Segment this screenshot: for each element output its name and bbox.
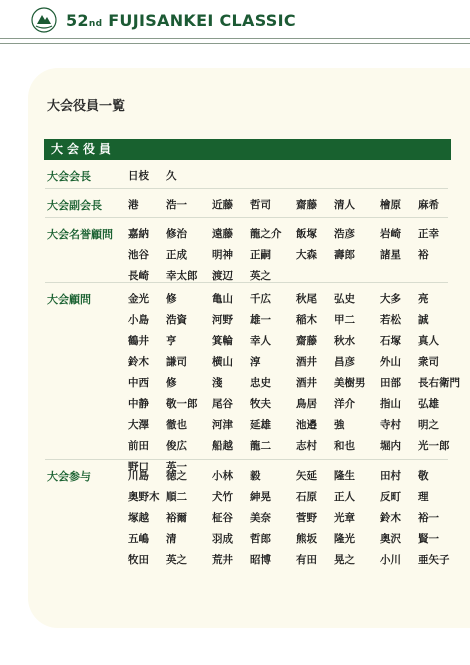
person-name — [296, 247, 380, 262]
given-name: 久 — [166, 170, 177, 182]
given-name: 裕爾 — [166, 512, 187, 524]
person-name — [212, 468, 296, 483]
family-name: 近藤 — [212, 199, 233, 211]
family-name: 塚越 — [128, 512, 149, 524]
family-name: 金光 — [128, 293, 149, 305]
person-name — [212, 312, 296, 327]
person-name — [128, 438, 212, 453]
family-name: 中静 — [128, 398, 149, 410]
given-name: 晃之 — [334, 554, 355, 566]
family-name: 小林 — [212, 470, 233, 482]
given-name: 徹也 — [166, 419, 187, 431]
given-name: 強 — [334, 419, 345, 431]
family-name: 中西 — [128, 377, 149, 389]
given-name: 龍之介 — [250, 228, 282, 240]
family-name: 堀内 — [380, 440, 401, 452]
name-list — [128, 197, 464, 218]
person-name — [296, 312, 380, 327]
name-row — [128, 510, 464, 531]
person-name — [212, 333, 296, 348]
family-name: 大澤 — [128, 419, 149, 431]
family-name: 池谷 — [128, 249, 149, 261]
given-name: 和也 — [334, 440, 355, 452]
given-name: 亨 — [166, 335, 177, 347]
given-name: 敬 — [418, 470, 429, 482]
family-name: 淺 — [212, 377, 223, 389]
given-name: 敬一郎 — [166, 398, 198, 410]
family-name: 齋藤 — [296, 199, 317, 211]
family-name: 箕輪 — [212, 335, 233, 347]
person-name — [380, 312, 464, 327]
name-row — [128, 247, 464, 268]
person-name — [380, 489, 464, 504]
person-name — [128, 168, 212, 183]
given-name: 賢一 — [418, 533, 439, 545]
family-name: 有田 — [296, 554, 317, 566]
divider — [45, 459, 448, 460]
given-name: 裕 — [418, 249, 429, 261]
given-name: 美奈 — [250, 512, 271, 524]
given-name: 修治 — [166, 228, 187, 240]
family-name: 小島 — [128, 314, 149, 326]
family-name: 奥沢 — [380, 533, 401, 545]
person-name — [128, 333, 212, 348]
given-name: 哲司 — [250, 199, 271, 211]
family-name: 小川 — [380, 554, 401, 566]
name-row — [128, 168, 212, 189]
person-name — [380, 552, 464, 567]
person-name — [380, 531, 464, 546]
family-name: 鈴木 — [128, 356, 149, 368]
family-name: 尾谷 — [212, 398, 233, 410]
family-name: 河津 — [212, 419, 233, 431]
person-name — [380, 197, 464, 212]
given-name: 哲郎 — [250, 533, 271, 545]
person-name — [296, 417, 380, 432]
name-row — [128, 354, 464, 375]
person-name — [296, 510, 380, 525]
person-name — [128, 417, 212, 432]
person-name — [212, 438, 296, 453]
person-name — [296, 468, 380, 483]
name-row — [128, 552, 464, 573]
person-name — [128, 247, 212, 262]
person-name — [296, 531, 380, 546]
name-row — [128, 268, 464, 289]
divider — [45, 217, 448, 218]
given-name: 順二 — [166, 491, 187, 503]
header-rule — [0, 38, 470, 48]
family-name: 酒井 — [296, 377, 317, 389]
family-name: 石原 — [296, 491, 317, 503]
given-name: 牧夫 — [250, 398, 271, 410]
person-name — [296, 226, 380, 241]
family-name: 大森 — [296, 249, 317, 261]
section-label: 大会参与 — [47, 470, 91, 483]
person-name — [212, 552, 296, 567]
given-name: 昌彦 — [334, 356, 355, 368]
person-name — [212, 417, 296, 432]
family-name: 飯塚 — [296, 228, 317, 240]
given-name: 誠 — [418, 314, 429, 326]
given-name: 英之 — [166, 554, 187, 566]
person-name — [128, 489, 212, 504]
family-name: 鶴井 — [128, 335, 149, 347]
family-name: 志村 — [296, 440, 317, 452]
family-name: 池邉 — [296, 419, 317, 431]
given-name: 光章 — [334, 512, 355, 524]
family-name: 外山 — [380, 356, 401, 368]
divider — [45, 282, 448, 283]
page-title: 大会役員一覧 — [47, 99, 126, 114]
family-name: 矢延 — [296, 470, 317, 482]
given-name: 隆生 — [334, 470, 355, 482]
golf-tournament-emblem-icon — [30, 6, 58, 34]
family-name: 諸星 — [380, 249, 401, 261]
person-name — [128, 291, 212, 306]
person-name — [380, 438, 464, 453]
divider — [45, 188, 448, 189]
person-name — [128, 268, 212, 283]
person-name — [212, 291, 296, 306]
given-name: 英之 — [250, 270, 271, 282]
given-name: 淳 — [250, 356, 261, 368]
given-name: 明之 — [418, 419, 439, 431]
person-name — [380, 291, 464, 306]
person-name — [128, 531, 212, 546]
person-name — [212, 396, 296, 411]
person-name — [212, 197, 296, 212]
person-name — [296, 354, 380, 369]
name-row — [128, 333, 464, 354]
name-list — [128, 468, 464, 573]
given-name: 昭博 — [250, 554, 271, 566]
given-name: 弘史 — [334, 293, 355, 305]
given-name: 延雄 — [250, 419, 271, 431]
family-name: 鳥居 — [296, 398, 317, 410]
family-name: 菅野 — [296, 512, 317, 524]
given-name: 修 — [166, 293, 177, 305]
name-row — [128, 468, 464, 489]
person-name — [128, 375, 212, 390]
family-name: 横山 — [212, 356, 233, 368]
person-name — [380, 468, 464, 483]
given-name: 幸太郎 — [166, 270, 198, 282]
given-name: 正幸 — [418, 228, 439, 240]
family-name: 柾谷 — [212, 512, 233, 524]
given-name: 雄一 — [250, 314, 271, 326]
person-name — [212, 489, 296, 504]
given-name: 長右衛門 — [418, 377, 460, 389]
family-name: 酒井 — [296, 356, 317, 368]
given-name: 衆司 — [418, 356, 439, 368]
brand-title: 52nd FUJISANKEI CLASSIC — [66, 11, 296, 30]
family-name: 荒井 — [212, 554, 233, 566]
name-row — [128, 226, 464, 247]
person-name — [128, 552, 212, 567]
section-label: 大会名誉顧問 — [47, 228, 113, 241]
family-name: 嘉納 — [128, 228, 149, 240]
given-name: 壽郎 — [334, 249, 355, 261]
given-name: 麻希 — [418, 199, 439, 211]
name-row — [128, 375, 464, 396]
given-name: 正人 — [334, 491, 355, 503]
given-name: 紳晃 — [250, 491, 271, 503]
family-name: 稲木 — [296, 314, 317, 326]
given-name: 甲二 — [334, 314, 355, 326]
name-list — [128, 168, 212, 189]
given-name: 正嗣 — [250, 249, 271, 261]
person-name — [296, 375, 380, 390]
family-name: 港 — [128, 199, 139, 211]
given-name: 毅 — [250, 470, 261, 482]
name-row — [128, 489, 464, 510]
given-name: 英一 — [166, 461, 187, 473]
name-row — [128, 417, 464, 438]
top-header — [0, 0, 470, 46]
family-name: 前田 — [128, 440, 149, 452]
name-row — [128, 197, 464, 218]
person-name — [296, 552, 380, 567]
person-name — [296, 489, 380, 504]
name-row — [128, 396, 464, 417]
family-name: 河野 — [212, 314, 233, 326]
person-name — [128, 510, 212, 525]
person-name — [296, 396, 380, 411]
given-name: 浩資 — [166, 314, 187, 326]
person-name — [212, 247, 296, 262]
name-row — [128, 312, 464, 333]
given-name: 弘雄 — [418, 398, 439, 410]
person-name — [212, 510, 296, 525]
given-name: 隆光 — [334, 533, 355, 545]
section-label: 大会顧問 — [47, 293, 91, 306]
given-name: 正成 — [166, 249, 187, 261]
family-name: 岩崎 — [380, 228, 401, 240]
person-name — [380, 354, 464, 369]
family-name: 亀山 — [212, 293, 233, 305]
given-name: 光一郎 — [418, 440, 450, 452]
given-name: 清人 — [334, 199, 355, 211]
person-name — [212, 268, 296, 283]
family-name: 牧田 — [128, 554, 149, 566]
person-name — [380, 226, 464, 241]
given-name: 龍二 — [250, 440, 271, 452]
person-name — [380, 247, 464, 262]
family-name: 齋藤 — [296, 335, 317, 347]
given-name: 浩一 — [166, 199, 187, 211]
name-list — [128, 226, 464, 289]
family-name: 熊坂 — [296, 533, 317, 545]
family-name: 鈴木 — [380, 512, 401, 524]
person-name — [128, 354, 212, 369]
person-name — [212, 531, 296, 546]
family-name: 奥野木 — [128, 491, 160, 503]
family-name: 羽成 — [212, 533, 233, 545]
given-name: 清 — [166, 533, 177, 545]
family-name: 遠藤 — [212, 228, 233, 240]
person-name — [128, 226, 212, 241]
family-name: 川島 — [128, 470, 149, 482]
given-name: 修 — [166, 377, 177, 389]
family-name: 檜原 — [380, 199, 401, 211]
given-name: 秋水 — [334, 335, 355, 347]
family-name: 大多 — [380, 293, 401, 305]
family-name: 犬竹 — [212, 491, 233, 503]
family-name: 明神 — [212, 249, 233, 261]
family-name: 五嶋 — [128, 533, 149, 545]
family-name: 指山 — [380, 398, 401, 410]
given-name: 理 — [418, 491, 429, 503]
given-name: 洋介 — [334, 398, 355, 410]
family-name: 渡辺 — [212, 270, 233, 282]
family-name: 秋尾 — [296, 293, 317, 305]
person-name — [212, 226, 296, 241]
given-name: 裕一 — [418, 512, 439, 524]
given-name: 俊広 — [166, 440, 187, 452]
section-label: 大会会長 — [47, 170, 91, 183]
person-name — [212, 375, 296, 390]
given-name: 浩彦 — [334, 228, 355, 240]
family-name: 船越 — [212, 440, 233, 452]
person-name — [380, 375, 464, 390]
name-row — [128, 531, 464, 552]
given-name: 忠史 — [250, 377, 271, 389]
family-name: 田村 — [380, 470, 401, 482]
person-name — [128, 396, 212, 411]
family-name: 寺村 — [380, 419, 401, 431]
family-name: 長崎 — [128, 270, 149, 282]
person-name — [296, 291, 380, 306]
person-name — [296, 438, 380, 453]
given-name: 幸人 — [250, 335, 271, 347]
section-label: 大会副会長 — [47, 199, 102, 212]
family-name: 石塚 — [380, 335, 401, 347]
given-name: 徳之 — [166, 470, 187, 482]
given-name: 亜矢子 — [418, 554, 450, 566]
given-name: 真人 — [418, 335, 439, 347]
person-name — [212, 354, 296, 369]
person-name — [380, 396, 464, 411]
given-name: 亮 — [418, 293, 429, 305]
person-name — [128, 197, 212, 212]
person-name — [128, 468, 212, 483]
family-name: 田部 — [380, 377, 401, 389]
name-row — [128, 291, 464, 312]
person-name — [380, 510, 464, 525]
family-name: 日枝 — [128, 170, 149, 182]
person-name — [380, 417, 464, 432]
family-name: 若松 — [380, 314, 401, 326]
person-name — [296, 197, 380, 212]
name-row — [128, 438, 464, 459]
family-name: 野口 — [128, 461, 149, 473]
given-name: 美樹男 — [334, 377, 366, 389]
section-header: 大会役員 — [44, 139, 451, 160]
family-name: 反町 — [380, 491, 401, 503]
person-name — [296, 333, 380, 348]
given-name: 千広 — [250, 293, 271, 305]
given-name: 謙司 — [166, 356, 187, 368]
person-name — [128, 312, 212, 327]
name-list — [128, 291, 464, 480]
person-name — [380, 333, 464, 348]
